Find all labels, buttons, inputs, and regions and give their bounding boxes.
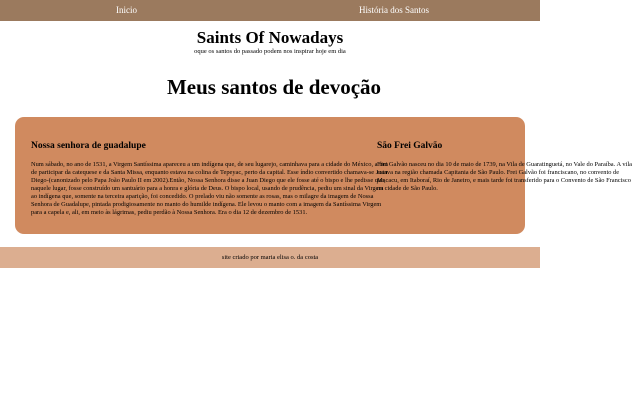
page-footer xyxy=(0,247,540,268)
page-heading: Meus santos de devoção xyxy=(166,75,382,99)
saint-card-title: São Frei Galvão xyxy=(377,141,443,151)
footer-credit: site criado por maria elisa o. da costa xyxy=(221,254,319,261)
saint-card-text: Num sábado, no ano de 1531, a Virgem Santíssima apareceu a um indígena que, de seu lugarejo, caminhava para a cidade do México, a fim de participar da catequese e da Santa Missa, enquanto estava na colina de Tepeyac, perto da capital. Esse índio convertido chamava-se Juan Diego-(canonizado pelo Papa João Paulo II em 2002).Então, Nossa Senhora disse a Juan Diego que ele fosse até o bispo e lhe pedisse que, naquele lugar, fosse construído um santuário para a honra e glória de Deus. O bispo local, usando de prudência, pediu um sinal da Virgem ao indígena que, somente na terceira aparição, foi concedido. O prelado viu não somente as rosas, mas o milagre da imagem de Nossa Senhora de Guadalupe, pintada prodigiosamente no manto do humilde indígena. Ele levou o manto com a imagem da Santíssima Virgem para a capela e, ali, em meio às lágrimas, pediu perdão à Nossa Senhora. Era o dia 12 de dezembro de 1531. xyxy=(31,161,388,216)
saints-cards-panel xyxy=(15,117,632,234)
site-subtitle: oque os santos do passado podem nos inspirar hoje em dia xyxy=(194,48,346,55)
saint-card-title: Nossa senhora de guadalupe xyxy=(31,141,146,151)
nav-link-saints-history[interactable]: História dos Santos xyxy=(359,5,430,15)
nav-link-home[interactable]: Inicio xyxy=(116,5,137,15)
saint-card-text: Frei Galvão nasceu no dia 10 de maio de 1739, na Vila de Guaratinguetá, no Vale do Paraíba. A vila estava na região chamada Capitania de São Paulo. Frei Galvão foi franciscano, no convento de Macacu, em Itaboraí, Rio de Janeiro, e mais tarde foi transferido para o Convento de São Francisco na cidade de São Paulo. xyxy=(377,161,632,192)
top-navigation-bar xyxy=(0,0,540,21)
site-title: Saints Of Nowadays xyxy=(196,28,344,47)
